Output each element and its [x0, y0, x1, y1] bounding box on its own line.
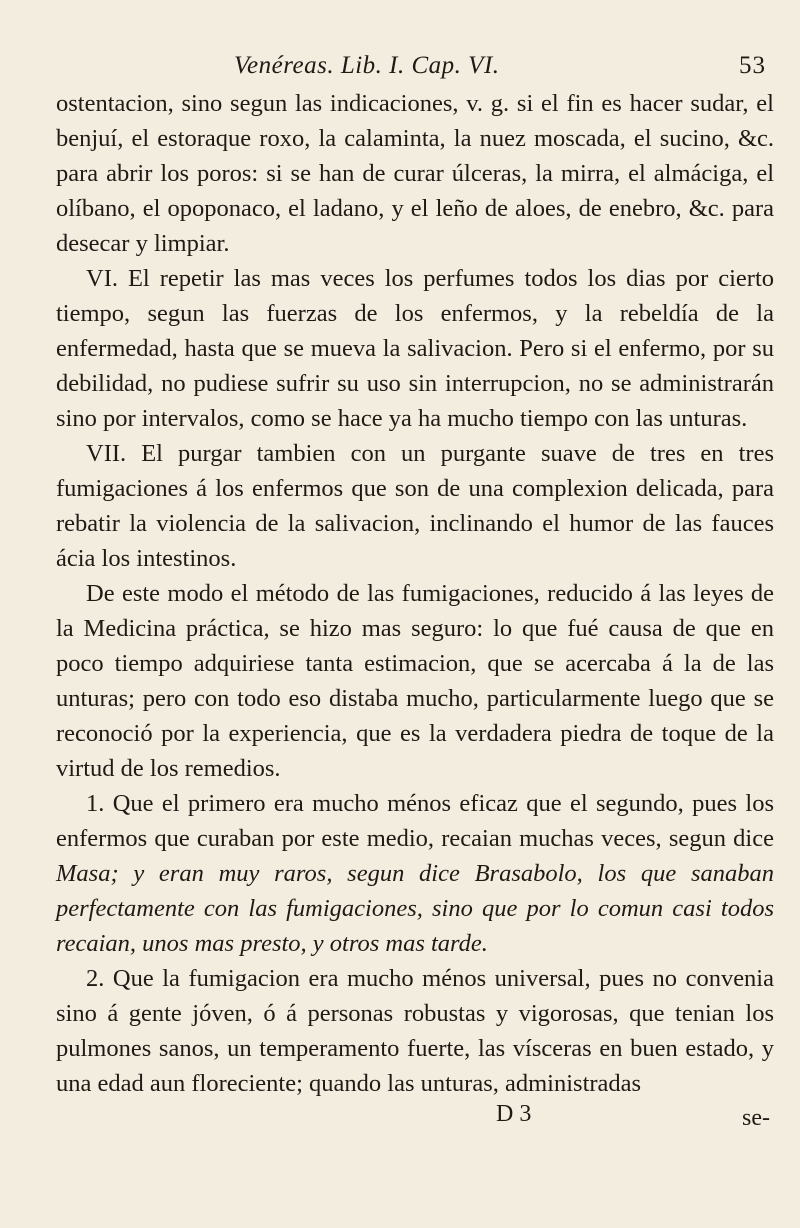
- paragraph-4: De este modo el método de las fumigaciones, reducido á las leyes de la Medicina práctica, se hizo mas seguro: lo que fué causa de que en poco tiempo adquiriese tanta estimacion, que se acercaba á la de las unturas; pero con todo eso distaba mucho, particularmente luego que se reconoció por la experiencia, que es la verdadera piedra de toque de la virtud de los remedios.: [56, 580, 774, 782]
- page-number: 53: [739, 52, 766, 79]
- paragraph-5-italic: Masa; y eran muy raros, segun dice Brasabolo, los que sanaban perfectamente con las fumigaciones, sino que por lo comun casi todos recaian, unos mas presto, y otros mas tarde.: [56, 860, 774, 957]
- signature-mark: D 3: [496, 1101, 532, 1127]
- paragraph-2: VI. El repetir las mas veces los perfumes todos los dias por cierto tiempo, segun las fuerzas de los enfermos, y la rebeldía de la enfermedad, hasta que se mueva la salivacion. Pero si el enfermo, por su debilidad, no pudiese sufrir su uso sin interrupcion, no se administrarán sino por intervalos, como se hace ya ha mucho tiempo con las unturas.: [56, 265, 774, 432]
- paragraph-3: VII. El purgar tambien con un purgante suave de tres en tres fumigaciones á los enfermos que son de una complexion delicada, para rebatir la violencia de la salivacion, inclinando el humor de las fauces ácia los intestinos.: [56, 440, 774, 572]
- catchword: se-: [742, 1105, 770, 1131]
- running-title: Venéreas. Lib. I. Cap. VI.: [234, 52, 500, 79]
- page-footer: [56, 1101, 774, 1137]
- paragraph-5-roman: 1. Que el primero era mucho ménos eficaz que el segundo, pues los enfermos que curaban por este medio, recaian muchas veces, segun dice: [56, 790, 774, 852]
- paragraph-1: ostentacion, sino segun las indicaciones, v. g. si el fin es hacer sudar, el benjuí, el estoraque roxo, la calaminta, la nuez moscada, el sucino, &c. para abrir los poros: si se han de curar úlceras, la mirra, el almáciga, el olíbano, el opoponaco, el ladano, y el leño de aloes, de enebro, &c. para desecar y limpiar.: [56, 90, 774, 257]
- paragraph-5: [56, 786, 774, 961]
- paragraph-6: 2. Que la fumigacion era mucho ménos universal, pues no convenia sino á gente jóven, ó á personas robustas y vigorosas, que tenian los pulmones sanos, un temperamento fuerte, las vísceras en buen estado, y una edad aun floreciente; quando las unturas, administradas: [56, 965, 774, 1097]
- body-text: [56, 86, 774, 1101]
- page-header: [56, 46, 774, 86]
